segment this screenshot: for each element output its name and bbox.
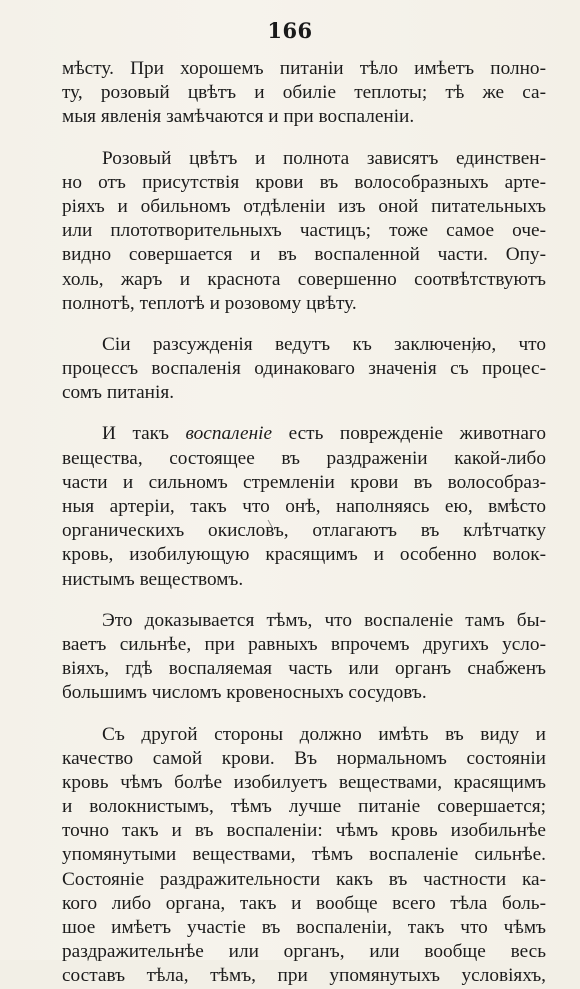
text-line: вещества, состоящее въ раздраженіи какой-либо [62,447,546,469]
paragraph-3 [62,333,546,406]
text-line: процессъ воспаленія одинаковаго значенія съ процес- [62,358,546,380]
text-line: Розовый цвѣтъ и полнота зависятъ единствен- [102,147,546,169]
text-line: органическихъ окисловъ, отлагаютъ въ клѣтчатку [62,520,546,542]
text-line: Съ другой стороны должно имѣть въ виду и [102,723,546,745]
text-line: большимъ числомъ кровеносныхъ сосудовъ. [62,682,427,704]
page-number: 166 [267,18,313,43]
text-line: кровь, изобилующую красящимъ и особенно волок- [62,544,546,566]
paragraph-5 [62,609,546,706]
text-line: упомянутыми веществами, тѣмъ воспаленіе сильнѣе. [62,844,546,866]
text-line [62,422,546,446]
text-line: ваетъ сильнѣе, при равныхъ впрочемъ другихъ усло- [62,633,546,655]
text-line: Состояніе раздражительности какъ въ частности ка- [62,868,546,890]
text-line: точно такъ и въ воспаленіи: чѣмъ кровь изобильнѣе [62,820,546,842]
text-line: и волокнистымъ, тѣмъ лучше питаніе совершается; [62,796,546,818]
paragraph-4 [62,422,546,591]
text-line: части и сильномъ стремленіи крови въ волособраз- [62,471,546,493]
text-line: мѣсту. При хорошемъ питаніи тѣло имѣетъ полно- [62,58,546,79]
text-line: кровь чѣмъ болѣе изобилуетъ веществами, красящимъ [62,771,546,793]
text-line: составъ тѣла, тѣмъ, при упомянутыхъ условіяхъ, [62,965,546,987]
text-line: віяхъ, гдѣ воспаляемая часть или органъ снабженъ [62,658,546,680]
text-segment: есть поврежденіе животнаго [272,423,546,445]
text-line: шое имѣетъ участіе въ воспаленіи, такъ что чѣмъ [62,917,546,938]
emphasized-term: воспаленіе [185,423,273,445]
page-body [62,57,546,989]
text-line: ныя артеріи, такъ что онѣ, наполняясь ею, вмѣсто [62,496,546,517]
text-line: видно совершается и въ воспаленной части. Опу- [62,244,546,266]
text-line: мыя явленія замѣчаются и при воспаленіи. [62,106,415,128]
text-line: полнотѣ, теплотѣ и розовому цвѣту. [62,292,357,314]
text-line: холь, жаръ и краснота совершенно соотвѣтствуютъ [62,268,546,290]
text-line: Это доказывается тѣмъ, что воспаленіе тамъ бы- [102,609,546,631]
text-line: раздражительнѣе или органъ, или вообще весь [62,941,546,963]
paragraph-2 [62,147,546,316]
text-segment: И такъ [102,423,186,445]
text-line: или плототворительныхъ частицъ; тоже самое оче- [62,220,546,242]
text-line: нистымъ веществомъ. [62,568,244,590]
paragraph-6 [62,723,546,989]
text-line: но отъ присутствія крови въ волособразныхъ арте- [62,171,546,193]
text-line: сомъ питанія. [62,382,175,404]
paragraph-1 [62,57,546,130]
text-line: кого либо органа, такъ и вообще всего тѣла боль- [62,892,546,914]
text-line: качество самой крови. Въ нормальномъ состояніи [62,747,546,769]
text-line: ріяхъ и обильномъ отдѣленіи изъ оной питательныхъ [62,195,546,217]
text-line: Сіи разсужденія ведутъ къ заключенію, что [102,333,546,355]
text-line: ту, розовый цвѣтъ и обиліе теплоты; тѣ же са- [62,82,546,104]
